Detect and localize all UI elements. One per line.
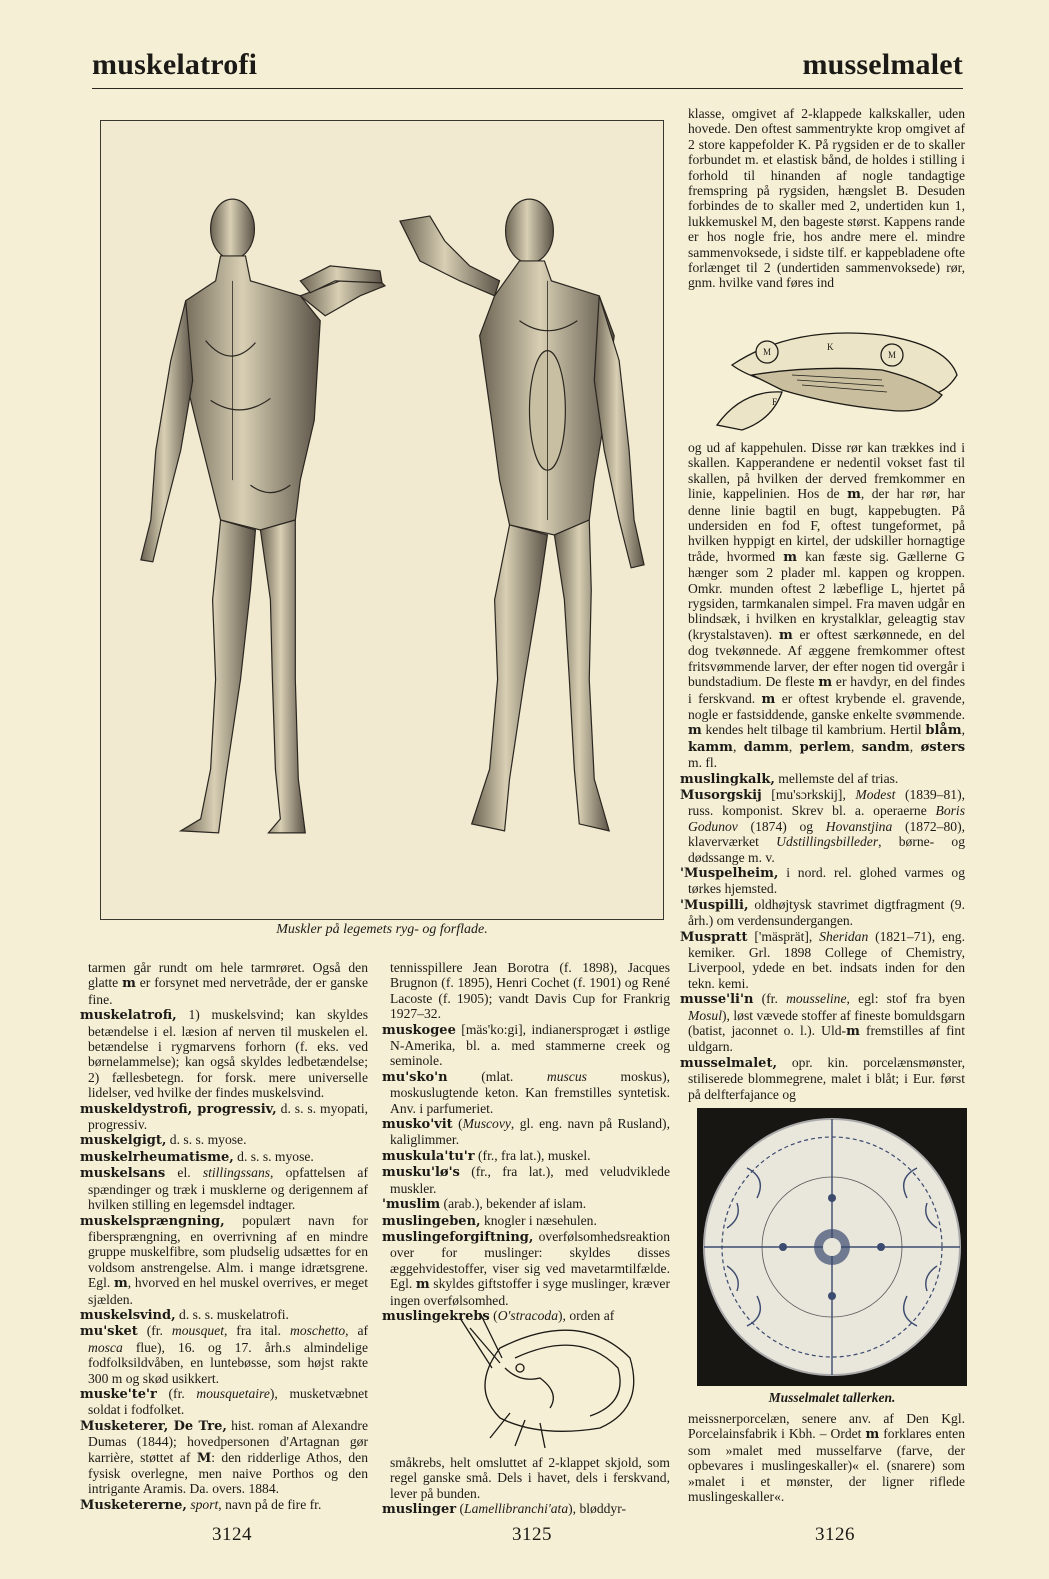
front-view-figure [400,199,644,831]
muscle-figures-drawing [101,121,663,919]
dictionary-entry: Musketererne, sport, navn på de fire fr. [80,1496,322,1513]
dictionary-entry: muskelrheumatisme, d. s. s. myose. [80,1148,314,1165]
dictionary-entry: musse'li'n (fr. mousseline, egl: stof fra byen Mosul), løst vævede stoffer af fineste bomuldsgarn (batist, jaconnet o. l.). Uld-m fremstilles af fint uldgarn. [680,991,966,1055]
dictionary-entry: muske'te'r (fr. mousquetaire), musketvæbnet soldat i fodfolket. [80,1385,368,1418]
dictionary-entry: muskelgigt, d. s. s. myose. [80,1132,247,1149]
continued-text: meissnerporcelæn, senere anv. af Den Kgl. Porcelainsfabrik i Kbh. – Ordet m forklares enten som »malet med musselfarve (farve, der opbevares i muslingeskaller)« el. (snarere) som »malet i et mønster, der ligner riflede muslingeskaller«. [688,1411,965,1505]
clam-label-k: K [827,342,834,352]
column-1-text [80,960,368,1513]
ostracod-drawing [430,1308,660,1450]
header-right-keyword: musselmalet [802,48,963,81]
dictionary-entry: muskogee [mäs'ko:gi], indianersprogæt i østlige N-Amerika, bl. a. med stammerne creek og seminole. [382,1021,670,1069]
dictionary-entry: muskelatrofi, 1) muskelsvind; kan skyldes betændelse i el. læsion af nerven til muskelen el. betændelse i rygmarvens forhorn (f. eks. ved børnelammelse); kan også skyldes ledbetændelse; 2) fællesbetegn. for forsk. mere universelle lidelser, ved hvilke der findes muskelsvind. [80,1007,368,1101]
dictionary-entry: mu'sko'n (mlat. muscus moskus), moskuslugtende keton. Kan fremstilles syntetisk. Anv. i parfumeriet. [382,1068,670,1116]
column-3-text-top [680,106,965,291]
dictionary-entry: muslingekrebs (O'stracoda), orden af [382,1307,615,1324]
ostracod-illustration [430,1308,660,1450]
column-2-text [382,960,670,1324]
column-2-continuation [382,1455,670,1518]
dictionary-entry: musko'vit (Muscovy, gl. eng. navn på Rusland), kaliglimmer. [382,1116,670,1148]
dictionary-entry: muslingkalk, mellemste del af trias. [680,770,899,787]
plate-drawing [697,1108,967,1386]
page-number-right: 3126 [815,1524,855,1545]
continued-text: klasse, omgivet af 2-klappede kalkskaller, uden hovede. Den oftest sammentrykte krop omgivet af 2 store kappefolder K. På rygsiden er de to skaller forbundet m. et elastisk bånd, de holdes i stilling i forhold til hinanden af nogle tandagtige fremspring på rygsiden, hængslet B. Desuden forbindes de to skaller med 2, undertiden kun 1, lukkemuskel M, den bageste størst. Kappens rande er hos nogle frie, hos andre mere el. mindre sammenvoksede, i sidste tilf. er kappebladene ofte forlænget til 2 (undertiden sammenvoksede) rør, gnm. hvilke vand føres ind [688,106,965,291]
anatomy-illustration [100,120,664,920]
dictionary-entry: mu'sket (fr. mousquet, fra ital. moschetto, af mosca flue), 16. og 17. årh.s almindelige fodfolksildvåben, en luntebøsse, som højst rakte 300 m og skød usikkert. [80,1323,369,1386]
dictionary-entry: muslingeben, knogler i næsehulen. [382,1212,597,1229]
dictionary-entry: Musketerer, De Tre, hist. roman af Alexandre Dumas (1844); hovedpersonen d'Artagnan gør karrière, støttet af M: den ridderlige Athos, den fysisk overlegne, men naive Porthos og den intrigante Aramis. Da. overs. 1884. [80,1417,369,1497]
continued-text: tennisspillere Jean Borotra (f. 1898), Jacques Brugnon (f. 1895), Henri Cochet (f. 1901) og René Lacoste (f. 1905); vandt Davis Cup for Frankrig 1927–32. [390,960,670,1022]
column-3-text-middle [680,440,965,1102]
back-view-figure [141,199,385,833]
figure-caption: Muskler på legemets ryg- og forflade. [276,922,488,937]
dictionary-entry: 'Muspilli, oldhøjtysk stavrimet digtfragment (9. årh.) om verdensundergangen. [680,896,965,929]
mussel-anatomy-illustration [712,320,962,435]
clam-label-m-right: M [888,350,897,360]
page-number-middle: 3125 [512,1524,552,1545]
dictionary-entry: muskula'tu'r (fr., fra lat.), muskel. [382,1147,591,1164]
mussel-drawing [712,320,962,435]
dictionary-entry: Muspratt ['mäsprät], Sheridan (1821–71), eng. kemiker. Grl. 1898 College of Chemistry, Liverpool, ydede en bet. indsats inden for den tekn. kemi. [680,928,966,991]
continued-text: småkrebs, helt omsluttet af 2-klappet skjold, som regel ganske små. Dels i havet, dels i ferskvand, lever på bunden. [390,1455,670,1501]
dictionary-entry: muskeldystrofi, progressiv, d. s. s. myopati, progressiv. [80,1100,368,1133]
musselmalet-plate-photo [697,1108,967,1386]
dictionary-entry: muslinger (Lamellibranchi'ata), bløddyr- [382,1501,626,1518]
header-left-keyword: muskelatrofi [92,48,258,81]
clam-label-f: F [772,397,778,407]
dictionary-entry: muslingeforgiftning, overfølsomhedsreaktion over for muslinger: skyldes disses æggehvidestoffer, viser sig ved mavetarmtilfælde. Egl. m skyldes giftstoffer i syge muslinger, kræver ingen overfølsomhed. [382,1228,670,1308]
dictionary-entry: muskelsans el. stillingssans, opfattelsen af spændinger og træk i musklerne og derigennem af hvilken stilling en legemsdel indtager. [80,1165,368,1213]
dictionary-entry: Musorgskij [mu'sɔrkskij], Modest (1839–81), russ. komponist. Skrev bl. a. operaerne Boris Godunov (1874) og Hovanstjina (1872–80), klaverværket Udstillingsbilleder, børne- og dødssange m. v. [680,786,965,865]
dictionary-entry: 'muslim (arab.), bekender af islam. [382,1196,587,1213]
dictionary-entry: muskelsprængning, populært navn for fibersprængning, en overrivning af en mindre gruppe muskelfibre, som pludselig udsættes for en voldsom anstrengelse. Alm. i mange idrætsgrene. Egl. m, hvorved en hel muskel overrives, er meget sjælden. [80,1212,368,1307]
plate-caption: Musselmalet tallerken. [768,1390,896,1405]
dictionary-entry: musku'lø's (fr., fra lat.), med veludviklede muskler. [382,1164,670,1196]
dictionary-entry: muskelsvind, d. s. s. muskelatrofi. [80,1306,289,1323]
continued-text: og ud af kappehulen. Disse rør kan trækkes ind i skallen. Kapperandene er nedentil vokset fast til skallen, på hvilken der derved fremkommer en linie, kappelinien. Hos de m, der har rør, har denne linie bagtil en bugt, kappebugten. På undersiden en fod F, oftest tungeformet, på hvilken hyppigt en kirtel, der udskiller hornagtige tråde, hvormed m kan fæste sig. Gællerne G hænger som 2 plader ml. kappen og kroppen. Omkr. munden oftest 2 læbeflige L, hjertet på rygsiden, tarmkanalen simpel. Fra maven udgår en blindsæk, i hvilken en krystalklar, geleagtig stav (krystalstaven). m er oftest særkønnede, en del dog tvekønnede. Af æggene fremkommer oftest fritsvømmende larver, der efter nogen tid overgår i bundstadium. De fleste m er havdyr, en del findes i ferskvand. m er oftest krybende el. gravende, nogle er fastsiddende, ganske enkelte svømmende. m kendes helt tilbage til kambrium. Hertil blåm, kamm, damm, perlem, sandm, østers m. fl. [688,440,966,771]
dictionary-entry: 'Muspelheim, i nord. rel. glohed varmes og tørkes hjemsted. [680,864,965,897]
continued-text: tarmen går rundt om hele tarmrøret. Også den glatte m er forsynet med nervetråde, der er ganske fine. [88,960,369,1007]
clam-label-m-left: M [763,347,772,357]
column-3-text-bottom [680,1411,965,1504]
header-rule [92,88,963,89]
page-number-left: 3124 [212,1524,252,1545]
dictionary-entry: musselmalet, opr. kin. porcelænsmønster, stiliserede blommegrene, malet i blåt; i Eur. først på delfterfajance og [680,1054,965,1102]
